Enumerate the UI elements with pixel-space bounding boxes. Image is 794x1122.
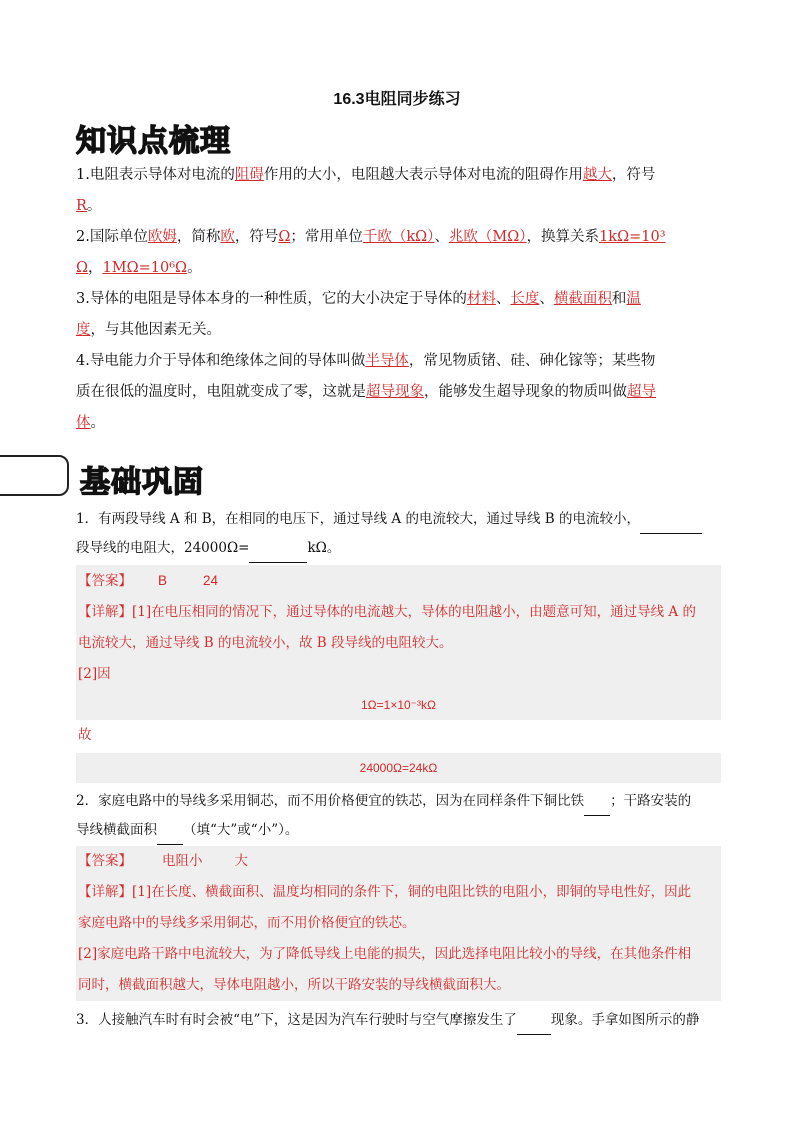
section-tab-decoration [0, 455, 69, 496]
equation-1: 1Ω=1×10⁻³kΩ [361, 698, 436, 712]
answer-block-2 [76, 846, 721, 1001]
question-2: 2．家庭电路中的导线多采用铜芯，而不用价格便宜的铁芯，因为在同样条件下铜比铁 ；干路安装的 导线横截面积 （填“大”或“小”）。 [76, 787, 718, 845]
answer-line-gu: 故 [78, 727, 92, 743]
equation-2: 24000Ω=24kΩ [76, 753, 721, 783]
detail-line: [2]家庭电路干路中电流较大，为了降低导线上电能的损失，因此选择电阻比较小的导线，在其他条件相 [78, 946, 692, 962]
answer-block-1 [76, 565, 721, 720]
section-heading-basics: 基础巩固 [80, 465, 204, 500]
answer-blank [157, 816, 183, 845]
detail-line: 同时，横截面积越大，导体电阻越小，所以干路安装的导线横截面积大。 [78, 977, 510, 993]
answer-line: 【答案】 电阻小 大 [78, 853, 248, 869]
detail-line: 【详解】[1]在长度、横截面积、温度均相同的条件下，铜的电阻比铁的电阻小，即铜的导电性好，因此 [78, 884, 692, 900]
knowledge-point-3: 3.导体的电阻是导体本身的一种性质，它的大小决定于导体的材料、长度、横截面积和温 度，与其他因素无关。 [76, 291, 641, 338]
page-title: 16.3电阻同步练习 [333, 91, 461, 108]
question-1: 1．有两段导线 A 和 B，在相同的电压下，通过导线 A 的电流较大，通过导线 B 的电流较小， 段导线的电阻大，24000Ω= kΩ。 [76, 505, 718, 563]
detail-line: 电流较大，通过导线 B 的电流较小，故 B 段导线的电阻较大。 [78, 635, 453, 651]
answer-blank [584, 787, 610, 816]
detail-line: 【详解】[1]在电压相同的情况下，通过导体的电流越大，导体的电阻越小，由题意可知，通过导线 A 的 [78, 604, 696, 620]
section-heading-knowledge: 知识点梳理 [76, 124, 231, 159]
knowledge-point-4: 4.导电能力介于导体和绝缘体之间的导体叫做半导体，常见物质锗、硅、砷化镓等；某些物 质在很低的温度时，电阻就变成了零，这就是超导现象，能够发生超导现象的物质叫做超导 体。 [76, 353, 656, 431]
answer-blank [640, 505, 702, 534]
knowledge-point-2: 2.国际单位欧姆，简称欧，符号Ω；常用单位千欧（kΩ）、兆欧（MΩ），换算关系1kΩ=10³ Ω，1MΩ=10⁶Ω。 [76, 229, 666, 276]
detail-line: [2]因 [78, 666, 111, 682]
question-3: 3．人接触汽车时有时会被“电”下，这是因为汽车行驶时与空气摩擦发生了 现象。手拿如图所示的静 [76, 1006, 718, 1035]
knowledge-point-1: 1.电阻表示导体对电流的阻碍作用的大小，电阻越大表示导体对电流的阻碍作用越大，符号 R。 [76, 167, 656, 214]
detail-line: 家庭电路中的导线多采用铜芯，而不用价格便宜的铁芯。 [78, 915, 416, 931]
answer-blank [517, 1006, 551, 1035]
answer-blank [249, 534, 307, 563]
answer-line: 【答案】 B 24 [78, 573, 219, 589]
